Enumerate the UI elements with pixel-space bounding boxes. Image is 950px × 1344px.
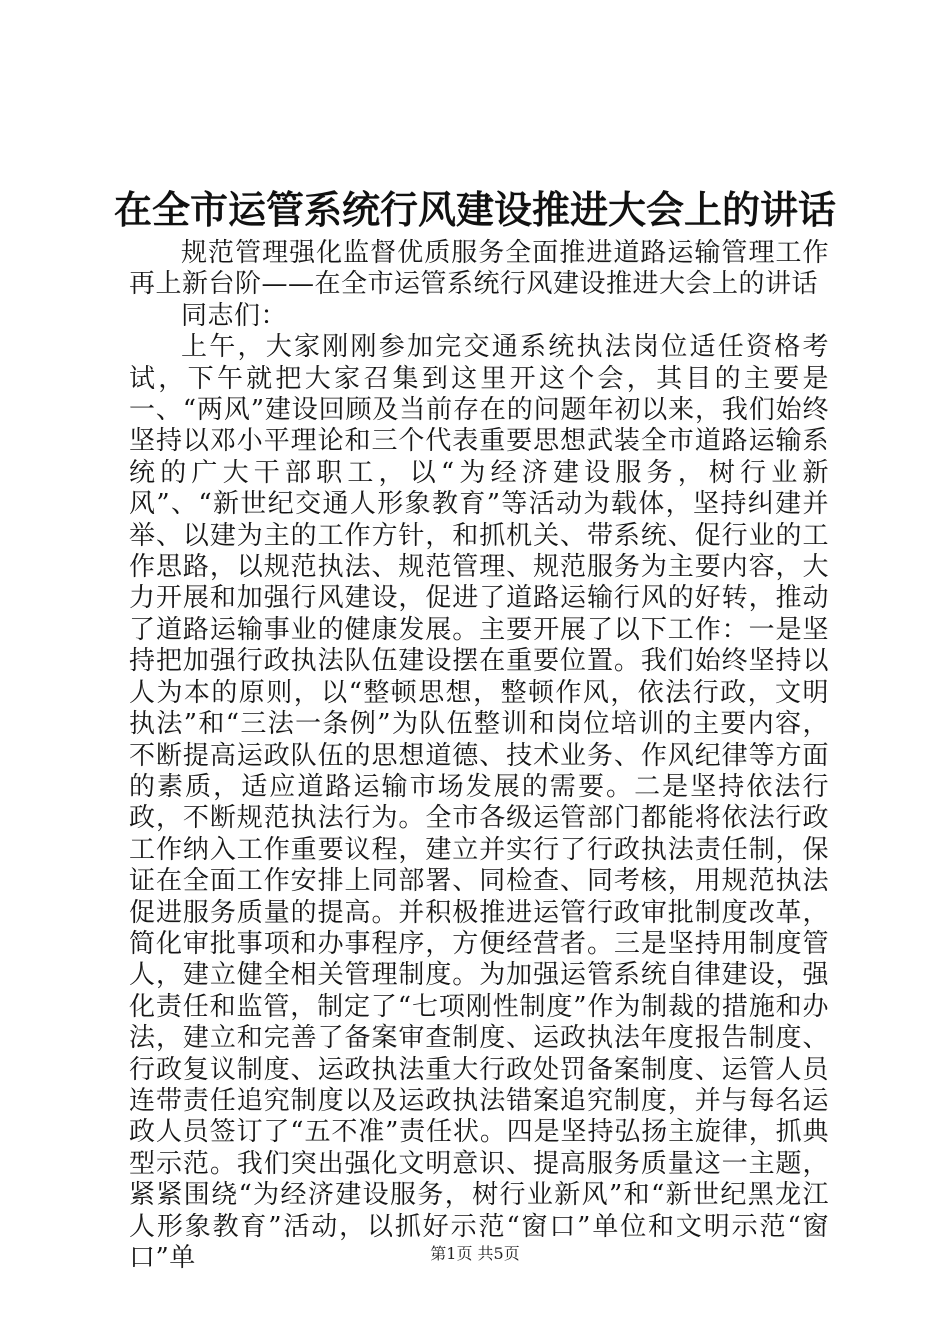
document-body [129,238,829,1274]
subtitle-paragraph: 规范管理强化监督优质服务全面推进道路运输管理工作再上新台阶——在全市运管系统行风建设推进大会上的讲话 [129,238,829,300]
page-footer: 第1页 共5页 [430,1244,520,1263]
body-paragraph: 上午，大家刚刚参加完交通系统执法岗位适任资格考试，下午就把大家召集到这里开这个会，其目的主要是一、“两风”建设回顾及当前存在的问题年初以来，我们始终坚持以邓小平理论和三个代表重要思想武装全市道路运输系统的广大干部职工，以“为经济建设服务，树行业新风”、“新世纪交通人形象教育”等活动为载体，坚持纠建并举、以建为主的工作方针，和抓机关、带系统、促行业的工作思路，以规范执法、规范管理、规范服务为主要内容，大力开展和加强行风建设，促进了道路运输行风的好转，推动了道路运输事业的健康发展。主要开展了以下工作：一是坚持把加强行政执法队伍建设摆在重要位置。我们始终坚持以人为本的原则，以“整顿思想，整顿作风，依法行政，文明执法”和“三法一条例”为队伍整训和岗位培训的主要内容，不断提高运政队伍的思想道德、技术业务、作风纪律等方面的素质，适应道路运输市场发展的需要。二是坚持依法行政，不断规范执法行为。全市各级运管部门都能将依法行政工作纳入工作重要议程，建立并实行了行政执法责任制，保证在全面工作安排上同部署、同检查、同考核，用规范执法促进服务质量的提高。并积极推进运管行政审批制度改革，简化审批事项和办事程序，方便经营者。三是坚持用制度管人，建立健全相关管理制度。为加强运管系统自律建设，强化责任和监管，制定了“七项刚性制度”作为制裁的措施和办法，建立和完善了备案审查制度、运政执法年度报告制度、行政复议制度、运政执法重大行政处罚备案制度、运管人员连带责任追究制度以及运政执法错案追究制度，并与每名运政人员签订了“五不准”责任状。四是坚持弘扬主旋律，抓典型示范。我们突出强化文明意识、提高服务质量这一主题，紧紧围绕“为经济建设服务，树行业新风”和“新世纪黑龙江人形象教育”活动，以抓好示范“窗口”单位和文明示范“窗口”单 [129,332,829,1273]
document-title: 在全市运管系统行风建设推进大会上的讲话 [113,187,836,232]
salutation-paragraph: 同志们： [181,300,288,331]
